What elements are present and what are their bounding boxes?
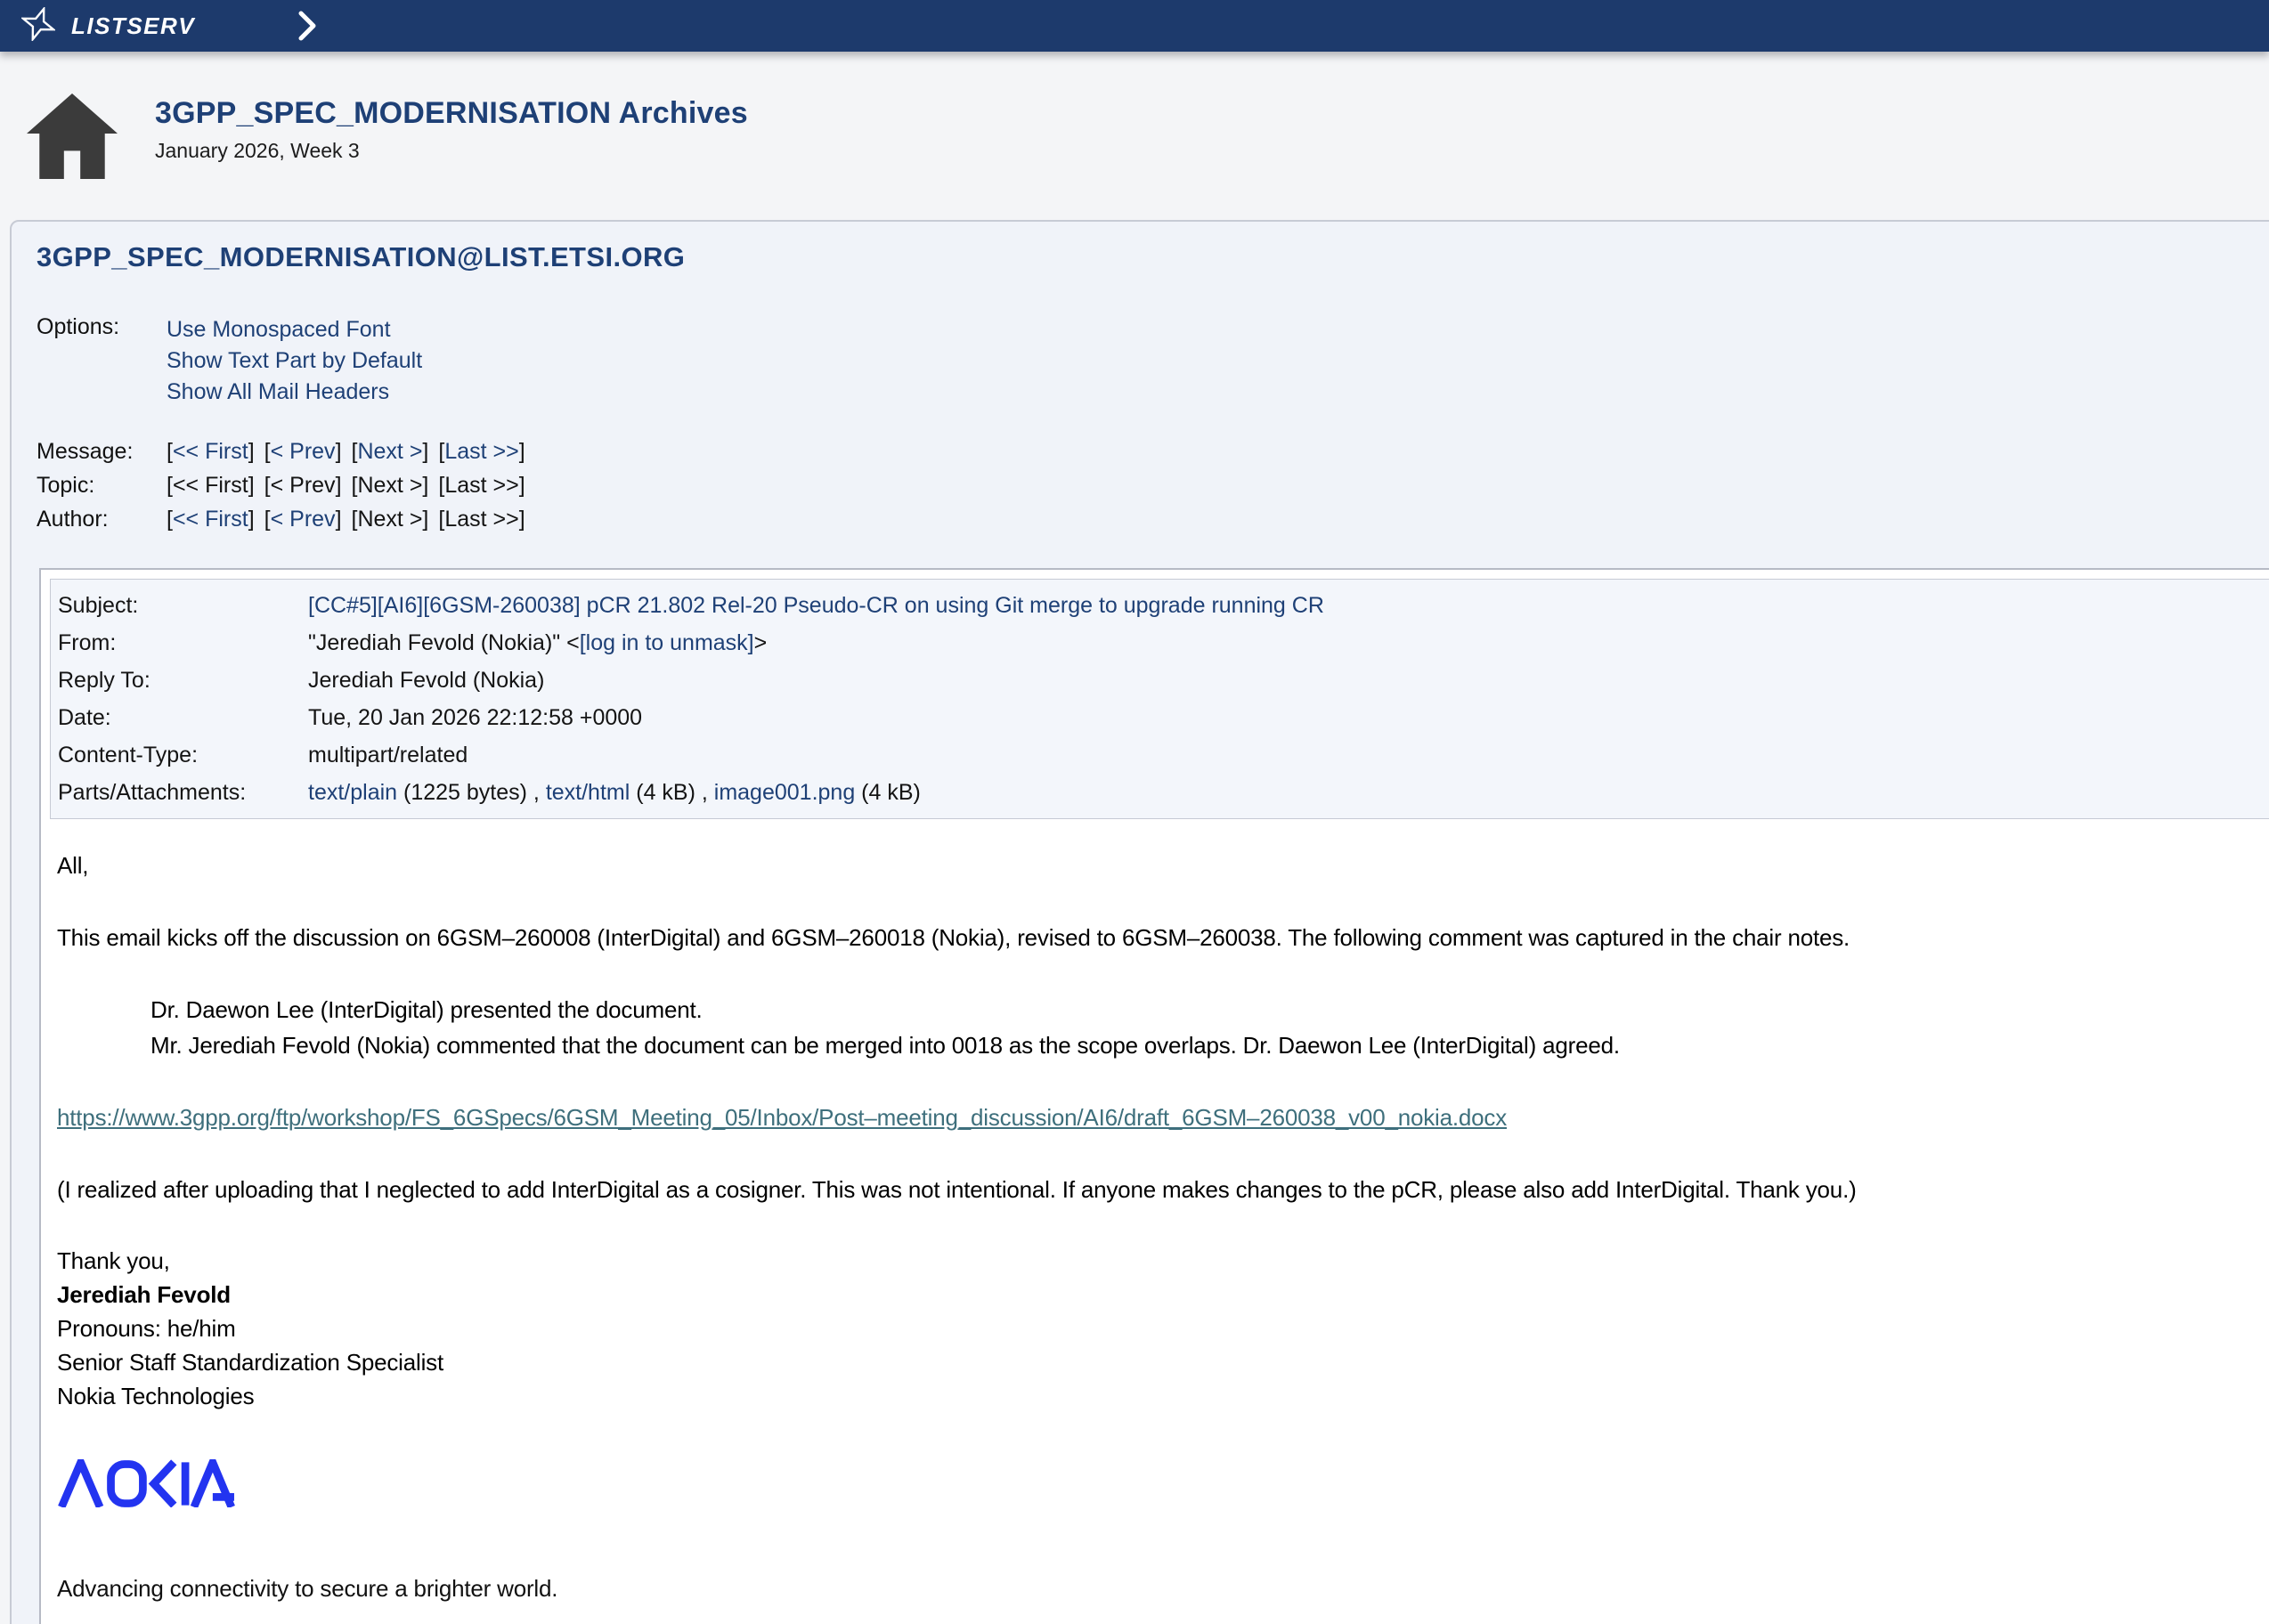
message-container (39, 568, 2269, 1624)
author-first-link[interactable]: << First (172, 507, 248, 532)
archive-header (27, 93, 748, 184)
signature-pronouns: Pronouns: he/him (57, 1315, 236, 1342)
option-show-text-part[interactable]: Show Text Part by Default (167, 348, 423, 373)
mail-headers-table (50, 579, 2269, 819)
author-prev-link[interactable]: < Prev (270, 507, 336, 532)
content-type-value: multipart/related (308, 743, 468, 767)
nokia-logo (57, 1459, 2248, 1517)
listserv-brand[interactable] (21, 7, 195, 45)
nav-label-topic: Topic: (37, 473, 95, 498)
options-section (37, 314, 2214, 408)
subject-label: Subject: (58, 593, 139, 618)
signature-title: Senior Staff Standardization Specialist (57, 1349, 443, 1376)
reply-to-value: Jerediah Fevold (Nokia) (308, 668, 545, 693)
nav-row-topic: Topic: [<< First] [< Prev] [Next >] [Last >>] (37, 468, 2214, 502)
page-title: 3GPP_SPEC_MODERNISATION Archives (155, 96, 748, 130)
nav-row-author: Author: [<< First] [< Prev] [Next >] [Last >>] (37, 502, 2214, 536)
listserv-logo-icon (21, 7, 55, 45)
date-label: Date: (58, 705, 111, 730)
option-use-monospaced-font[interactable]: Use Monospaced Font (167, 317, 391, 342)
date-value: Tue, 20 Jan 2026 22:12:58 +0000 (308, 705, 643, 730)
header-row-from: From: "Jerediah Fevold (Nokia)" <[log in to unmask]> (58, 624, 2256, 662)
page-subtitle: January 2026, Week 3 (155, 139, 360, 162)
message-last-link[interactable]: Last >> (444, 439, 519, 464)
draft-document-link[interactable]: https://www.3gpp.org/ftp/workshop/FS_6GSpecs/6GSM_Meeting_05/Inbox/Post–meeting_discussion/AI6/draft_6GSM–260038_v00_nokia.docx (57, 1104, 1508, 1131)
message-navigation (37, 434, 2214, 536)
nokia-tagline: Advancing connectivity to secure a brighter world. (57, 1575, 558, 1602)
attachment-text-html-link[interactable]: text/html (545, 780, 630, 805)
signature-company: Nokia Technologies (57, 1383, 255, 1409)
message-first-link[interactable]: << First (172, 439, 248, 464)
mail-body (50, 819, 2269, 1624)
subject-link[interactable]: [CC#5][AI6][6GSM-260038] pCR 21.802 Rel-20 Pseudo-CR on using Git merge to upgrade running CR (308, 593, 1324, 618)
option-show-all-mail-headers[interactable]: Show All Mail Headers (167, 379, 390, 404)
body-paragraph-1: This email kicks off the discussion on 6GSM–260008 (InterDigital) and 6GSM–260018 (Nokia), revised to 6GSM–260038. The following comment was captured in the chair notes. (57, 924, 1850, 951)
navbar-expand-chevron-icon[interactable] (295, 7, 320, 45)
signature-name: Jerediah Fevold (57, 1281, 231, 1308)
attachment-text-plain-link[interactable]: text/plain (308, 780, 398, 805)
body-paragraph-2: (I realized after uploading that I neglected to add InterDigital as a cosigner. This was not intentional. If anyone makes changes to the pCR, please also add InterDigital. Thank you.) (57, 1176, 1857, 1203)
chair-note-2: Mr. Jerediah Fevold (Nokia) commented that the document can be merged into 0018 as the scope overlaps. Dr. Daewon Lee (InterDigital) agreed. (150, 1032, 1620, 1059)
body-greeting: All, (57, 852, 89, 879)
message-next-link[interactable]: Next > (357, 439, 423, 464)
brand-name: LISTSERV (71, 12, 196, 39)
top-navbar (0, 0, 2269, 52)
header-row-content-type (58, 736, 2256, 774)
header-row-date (58, 699, 2256, 736)
topic-last-text: Last >> (444, 473, 519, 498)
home-icon[interactable] (27, 93, 118, 184)
signature-thanks: Thank you, (57, 1247, 170, 1274)
content-type-label: Content-Type: (58, 743, 199, 767)
parts-label: Parts/Attachments: (58, 780, 247, 805)
topic-next-text: Next > (357, 473, 423, 498)
attachment-image001-link[interactable]: image001.png (713, 780, 856, 805)
topic-first-text: << First (172, 473, 248, 498)
chair-note-1: Dr. Daewon Lee (InterDigital) presented the document. (150, 996, 703, 1023)
author-last-text: Last >> (444, 507, 519, 532)
topic-prev-text: < Prev (270, 473, 336, 498)
header-row-reply-to (58, 662, 2256, 699)
reply-to-label: Reply To: (58, 668, 150, 693)
message-prev-link[interactable]: < Prev (270, 439, 336, 464)
header-row-parts: Parts/Attachments: text/plain (1225 bytes) , text/html (4 kB) , image001.png (4 kB) (58, 774, 2256, 811)
header-row-subject (58, 587, 2256, 624)
author-next-text: Next > (357, 507, 423, 532)
nav-row-message: Message: [<< First] [< Prev] [Next >] [Last >>] (37, 434, 2214, 468)
signature-block (57, 1244, 2248, 1413)
from-label: From: (58, 630, 117, 655)
log-in-to-unmask-link[interactable]: [log in to unmask] (579, 630, 754, 655)
nav-label-author: Author: (37, 507, 109, 532)
list-address: 3GPP_SPEC_MODERNISATION@LIST.ETSI.ORG (37, 241, 686, 272)
nav-label-message: Message: (37, 439, 134, 464)
options-label: Options: (37, 314, 120, 339)
archive-panel (10, 220, 2269, 1624)
